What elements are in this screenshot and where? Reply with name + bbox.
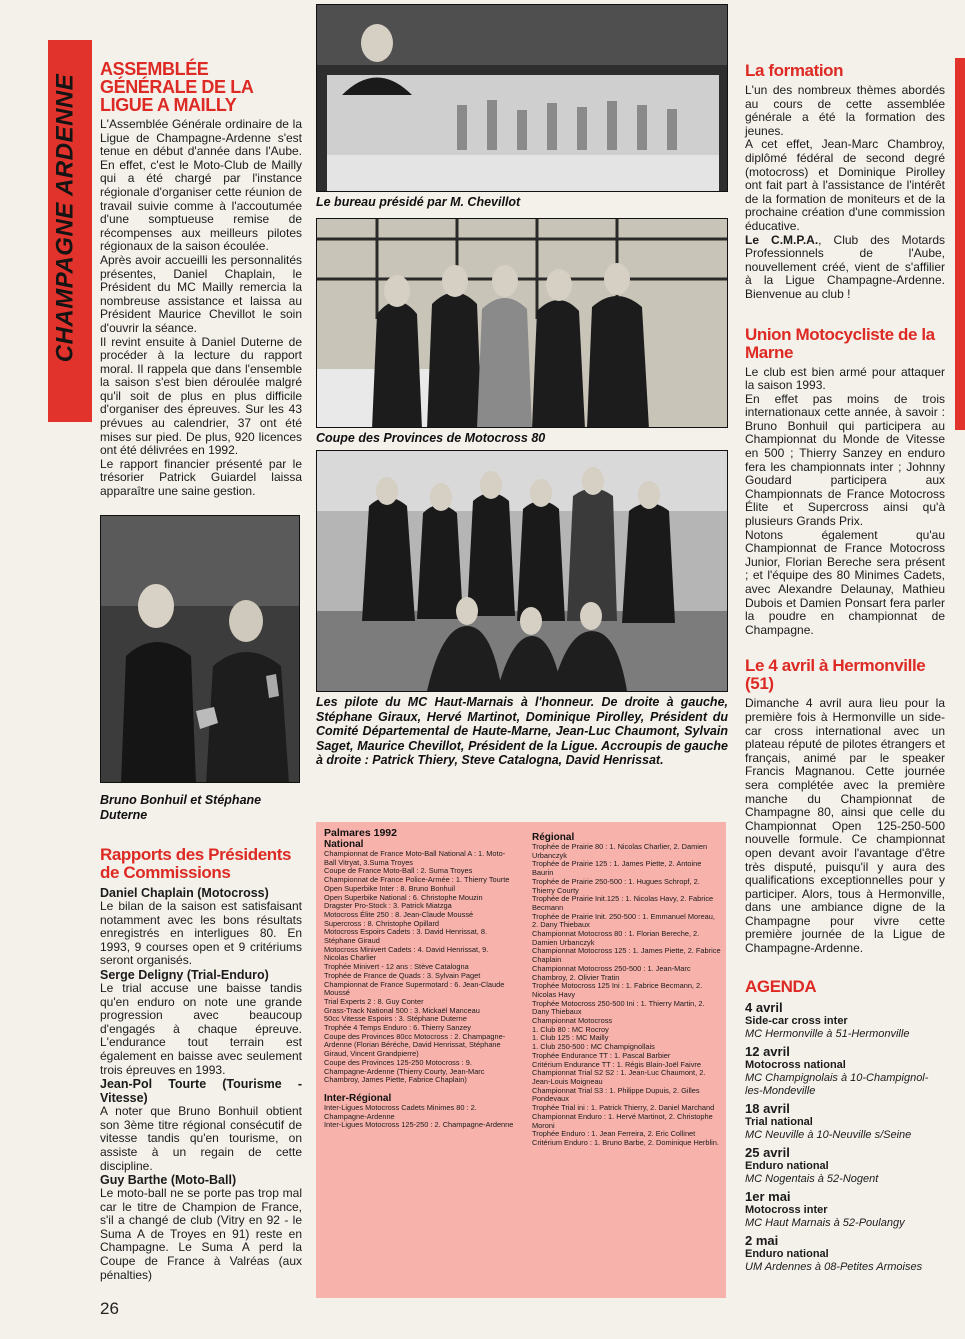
photo-coupe-provinces	[316, 218, 728, 428]
section-label: CHAMPAGNE ARDENNE	[51, 73, 79, 363]
palmares-entry: Trophée Enduro : 1. Jean Ferreira, 2. Eric Collinet	[532, 1129, 696, 1139]
paragraph: Le club est bien armé pour attaquer la saison 1993.	[745, 364, 945, 393]
palmares-left-column	[324, 828, 514, 1130]
agenda-item	[745, 1145, 945, 1186]
palmares-entry: Coupe de France Moto-Ball : 2. Suma Troyes	[324, 866, 473, 876]
agenda-type: Trial national	[745, 1115, 813, 1128]
palmares-entry: Trophée Trial ini : 1. Patrick Thierry, 2. Daniel Marchand	[532, 1103, 715, 1113]
hermonville-title: Le 4 avril à Hermonville (51)	[745, 656, 926, 694]
palmares-entry: Inter-Ligues Motocross Cadets Minimes 80 : 2. Champagne-Ardenne	[324, 1102, 477, 1121]
paragraph: En effet pas moins de trois internationaux cette année, à savoir : Bruno Bonhuil qui participera au Championnat du Monde de Vitesse en 500 ; Thierry Sanzey en enduro fera les championnats inter ; Johnny Goudard participera aux Championnats de France Motocross Élite et Supercross ainsi qu'à plusieurs Grands Prix.	[745, 391, 945, 529]
palmares-entry: Trial Experts 2 : 8. Guy Conter	[324, 996, 424, 1006]
union-title: Union Motocycliste de la Marne	[745, 324, 935, 362]
agenda-place: MC Champignolais à 10-Champignol-les-Mondeville	[745, 1071, 929, 1097]
agenda-title: AGENDA	[745, 976, 817, 996]
palmares-entry: Trophée Endurance TT : 1. Pascal Barbier	[532, 1050, 671, 1060]
palmares-entry: Trophée de France de Quads : 3. Sylvain Paget	[324, 970, 481, 980]
paragraph: Après avoir accueilli les personnalités présentes, Daniel Chaplain, le Président du MC Mailly remercia la nombreuse assistance et laissa au Président Maurice Chevillot le soin d'ouvrir la séance.	[100, 252, 302, 335]
formation-body	[745, 84, 945, 302]
palmares-entry: Trophée Minivert - 12 ans : Stève Catalogna	[324, 962, 469, 972]
palmares-regional-list	[532, 843, 722, 1148]
agenda-item	[745, 1189, 945, 1230]
paragraph: Dimanche 4 avril aura lieu pour la première fois à Hermonville un side-car cross international avec un plateau réputé de pilotes étrangers et français, animé par le speaker Francis Magnanou. Cette journée sera complétée avec la première manche du Championnat de Champagne 80, ainsi que celle du Championnat Open 125-250-500 nouvelle formule. Ce championnat open devant avoir l'avantage d'être très disputé, puisqu'il y aura des qualifications exceptionnelles pour y participer. Alors, tous à Hermonville, dans une ambiance digne de la Champagne pour vivre cette première journée de la Ligue de Champagne-Ardenne.	[745, 696, 945, 956]
rapport-head: Jean-Pol Tourte (Tourisme - Vitesse)	[100, 1077, 302, 1106]
palmares-inter-list	[324, 1104, 514, 1130]
palmares-box	[316, 822, 726, 1298]
agenda-item	[745, 1101, 945, 1142]
article-main-body	[100, 118, 302, 499]
photo-block-bonhuil	[100, 515, 302, 822]
hermonville-body	[745, 697, 945, 955]
palmares-entry: Championnat Trial S3 : 1. Philippe Dupuis, 2. Gilles Pondevaux	[532, 1085, 700, 1104]
palmares-entry: Critérium Enduro : 1. Bruno Barbe, 2. Dominique Herblin.	[532, 1137, 719, 1147]
rapport-text: Le moto-ball ne se porte pas trop mal car le titre de Champion de France, s'il a changé de club (Vitry en 92 - le Suma A de Troyes en 91) reste en Champagne. Le Suma A perd la Coupe de France à Valréas (aux pénalties)	[100, 1186, 302, 1282]
palmares-entry: Motocross Élite 250 : 8. Jean-Claude Moussé	[324, 909, 474, 919]
photo-illustration	[317, 451, 728, 692]
rapport-head: Guy Barthe (Moto-Ball)	[100, 1173, 237, 1188]
paragraph: Notons également qu'au Championnat de France Motocross Junior, Florian Bereche sera présent ; et l'équipe des 80 Minimes Cadets, avec Alexandre Delaunay, Mathieu Dubois et Damien Ponsart fera parler la poudre en championnat de Champagne.	[745, 527, 945, 637]
agenda-type: Motocross national	[745, 1058, 846, 1071]
formation-title: La formation	[745, 61, 844, 80]
middle-column	[316, 4, 728, 768]
photo-mc-haut-marnais	[316, 450, 728, 692]
palmares-entry: Coupe des Provinces 125-250 Motocross : 9. Champagne-Ardenne (Thierry Courty, Jean-Marc Chambroy, James Piette, Fabrice Chaplain)	[324, 1057, 485, 1085]
palmares-national-list	[324, 850, 514, 1085]
right-column	[745, 62, 945, 1274]
paragraph: Le rapport financier présenté par le trésorier Patrick Guiardel laissa apparaître une saine gestion.	[100, 456, 302, 499]
rapport-text: Le bilan de la saison est satisfaisant notamment avec les bons résultats enregistrés en interligues 80. En 1993, 9 courses open et 9 critériums seront organisés.	[100, 899, 302, 968]
palmares-entry: Championnat Enduro : 1. Hervé Martinot, 2. Christophe Moroni	[532, 1111, 713, 1130]
rapports-title: Rapports des Présidents de Commissions	[100, 845, 292, 882]
article-main-title: ASSEMBLÉE GÉNÉRALE DE LA LIGUE A MAILLY	[100, 59, 253, 115]
agenda-item	[745, 1233, 945, 1274]
palmares-entry: Coupe des Provinces 80cc Motocross : 2. Champagne-Ardenne (Florian Béréche, David Henrissat, Stéphane Giraud, Vincent Grandpierre)	[324, 1031, 506, 1059]
palmares-entry: Dragster Pro-Stock : 3. Patrick Miatzga	[324, 901, 452, 911]
palmares-national-title: National	[324, 839, 364, 850]
page-number: 26	[100, 1299, 119, 1318]
agenda-type: Motocross inter	[745, 1203, 828, 1216]
palmares-entry: Championnat Motocross 80 : 1. Florian Bereche, 2. Damien Urbanczyk	[532, 929, 700, 947]
rapport-text: Le trial accuse une baisse tandis qu'en enduro on note une grande progression avec beaucoup d'engagés à chaque épreuve. L'endurance tout terrain est également en baisse avec seulement trois épreuves en 1993.	[100, 980, 302, 1077]
rapport-head: Serge Deligny (Trial-Enduro)	[100, 967, 269, 982]
palmares-entry: Trophée de Prairie Init. 250-500 : 1. Emmanuel Moreau, 2. Dany Thiebaux	[532, 911, 715, 930]
agenda-list	[745, 1000, 945, 1274]
palmares-entry: Championnat Motocross	[532, 1016, 613, 1026]
palmares-entry: Trophée de Prairie Init.125 : 1. Nicolas Havy, 2. Fabrice Becmann	[532, 894, 714, 912]
paragraph: L'Assemblée Générale ordinaire de la Ligue de Champagne-Ardenne s'est tenue en début d'année dans l'Aube. En effet, c'est le Moto-Club de Mailly qui a été chargé par l'instance régionale d'organiser cette réunion de travail suivie comme à l'accoutumée d'une somptueuse remise de récompenses aux meilleurs pilotes régionaux de la saison écoulée.	[100, 117, 302, 254]
paragraph: Il revint ensuite à Daniel Duterne de procéder à la lecture du rapport moral. Il rappela que dans l'ensemble la saison s'est bien déroulée malgré qu'il soit de plus en plus difficile d'organiser des épreuves. Sur les 43 prévues au calendrier, 37 ont été mises sur pied. De plus, 920 licences ont été délivrées en 1992.	[100, 334, 302, 458]
palmares-entry: Championnat de France Police-Armée : 1. Thierry Tourte	[324, 875, 510, 885]
palmares-right-column	[532, 828, 722, 1148]
agenda-type: Enduro national	[745, 1159, 829, 1172]
agenda-place: MC Neuville à 10-Neuville s/Seine	[745, 1128, 912, 1141]
agenda-item	[745, 1044, 945, 1098]
photo-bureau	[316, 4, 728, 192]
palmares-entry: Trophée 4 Temps Enduro : 6. Thierry Sanzey	[324, 1023, 471, 1033]
rapports-section	[100, 846, 302, 1282]
palmares-entry: Trophée Motocross 250-500 Ini : 1. Thierry Martin, 2. Dany Thiebaux	[532, 998, 705, 1017]
palmares-entry: Open Superbike National : 6. Christophe Mouzin	[324, 892, 483, 902]
agenda-item	[745, 1000, 945, 1041]
palmares-title: Palmares 1992	[324, 827, 397, 839]
palmares-entry: Championnat Motocross 125 : 1. James Piette, 2. Fabrice Chaplain	[532, 946, 721, 965]
agenda-date: 25 avril	[745, 1144, 790, 1160]
palmares-entry: Motocross Minivert Cadets : 4. David Henrissat, 9. Nicolas Charlier	[324, 944, 489, 963]
photo-bonhuil-duterne	[100, 515, 300, 783]
agenda-date: 1er mai	[745, 1188, 791, 1204]
palmares-entry: Supercross : 8. Christophe Opillard	[324, 918, 440, 928]
page-edge-tab	[955, 58, 965, 430]
caption-coupe: Coupe des Provinces de Motocross 80	[316, 430, 546, 445]
photo-illustration	[317, 219, 728, 428]
agenda-place: MC Hermonville à 51-Hermonville	[745, 1027, 910, 1040]
palmares-entry: Championnat Trial S2 S2 : 1. Jean-Luc Chaumont, 2. Jean-Louis Moigneau	[532, 1068, 706, 1086]
photo-illustration	[317, 5, 728, 192]
rapports-body	[100, 886, 302, 1282]
palmares-entry: 50cc Vitesse Espoirs : 3. Stéphane Duterne	[324, 1014, 467, 1024]
caption-haut-marnais: Les pilote du MC Haut-Marnais à l'honneur. De droite à gauche, Stéphane Giraux, Hervé Martinot, Dominique Pirolley, Président du Comité Départemental de Haute-Marne, Jean-Luc Chaumont, Sylvain Saget, Maurice Chevillot, Président de la Ligue. Accroupis de gauche à droite : Patrick Thiery, Steve Catalogna, David Henrissat.	[316, 695, 728, 767]
palmares-entry: Championnat Motocross 250-500 : 1. Jean-Marc Chambroy, 2. Olivier Tratin	[532, 963, 691, 982]
left-column	[100, 60, 302, 499]
palmares-entry: Open Superbike Inter : 8. Bruno Bonhuil	[324, 883, 456, 893]
palmares-entry: Grass-Track National 500 : 3. Mickaël Manceau	[324, 1005, 480, 1015]
cmpa-text: , Club des Motards Professionnels de l'Aube, nouvellement créé, vient de s'affilier à la Ligue Champagne-Ardenne. Bienvenue au club !	[745, 232, 945, 301]
palmares-entry: 1. Club 125 : MC Mailly	[532, 1033, 609, 1043]
agenda-place: MC Haut Marnais à 52-Poulangy	[745, 1216, 905, 1229]
palmares-regional-title: Régional	[532, 832, 575, 843]
palmares-entry: Motocross Espoirs Cadets : 3. David Henrissat, 8. Stéphane Giraud	[324, 927, 488, 946]
agenda-type: Enduro national	[745, 1247, 829, 1260]
caption-bonhuil: Bruno Bonhuil et Stéphane Duterne	[100, 793, 262, 822]
paragraph	[745, 234, 945, 302]
rapport-head: Daniel Chaplain (Motocross)	[100, 886, 269, 900]
agenda-date: 12 avril	[745, 1043, 790, 1059]
paragraph: A cet effet, Jean-Marc Chambroy, diplômé fédéral de second degré (motocross) et Dominique Pirolley ont fait part à l'assistance de l'intérêt de la formation de moniteurs et de la prochaine création d'une commission éducative.	[745, 137, 945, 233]
caption-bureau: Le bureau présidé par M. Chevillot	[316, 195, 521, 209]
palmares-entry: Championnat de France Moto-Ball National A : 1. Moto-Ball Vitryat, 3.Suma Troyes	[324, 849, 506, 867]
agenda-date: 2 mai	[745, 1232, 779, 1248]
agenda-place: MC Nogentais à 52-Nogent	[745, 1172, 879, 1185]
agenda-date: 4 avril	[745, 999, 783, 1015]
rapport-text: A noter que Bruno Bonhuil obtient son 3ème titre régional consécutif de vitesse tandis qu'en tourisme, on assiste à un regain de cette discipline.	[100, 1104, 302, 1173]
palmares-entry: Championnat de France Supermotard : 6. Jean-Claude Moussé	[324, 979, 505, 998]
palmares-entry: Trophée de Prairie 125 : 1. James Piette, 2. Antoine Baurin	[532, 859, 702, 878]
palmares-inter-title: Inter-Régional	[324, 1092, 392, 1104]
palmares-entry: Trophée de Prairie 80 : 1. Nicolas Charlier, 2. Damien Urbanczyk	[532, 842, 708, 860]
palmares-entry: Critérium Endurance TT : 1. Régis Blain-Joël Faivre	[532, 1059, 701, 1069]
palmares-entry: Inter-Ligues Motocross 125-250 : 2. Champagne-Ardenne	[324, 1120, 514, 1130]
union-body	[745, 366, 945, 638]
palmares-entry: 1. Club 250-500 : MC Champignollais	[532, 1042, 655, 1052]
palmares-entry: 1. Club 80 : MC Rocroy	[532, 1024, 609, 1034]
photo-illustration	[101, 516, 300, 783]
palmares-entry: Trophée de Prairie 250-500 : 1. Hugues Schropf, 2. Thierry Courty	[532, 876, 700, 895]
agenda-place: UM Ardennes à 08-Petites Armoises	[745, 1260, 923, 1273]
cmpa-lead: Le C.M.P.A.	[745, 232, 819, 247]
agenda-date: 18 avril	[745, 1100, 790, 1116]
agenda-type: Side-car cross inter	[745, 1014, 848, 1027]
palmares-entry: Trophée Motocross 125 Ini : 1. Fabrice Becmann, 2. Nicolas Havy	[532, 981, 703, 999]
paragraph: L'un des nombreux thèmes abordés au cours de cette assemblée générale a été la formation des jeunes.	[745, 83, 945, 138]
